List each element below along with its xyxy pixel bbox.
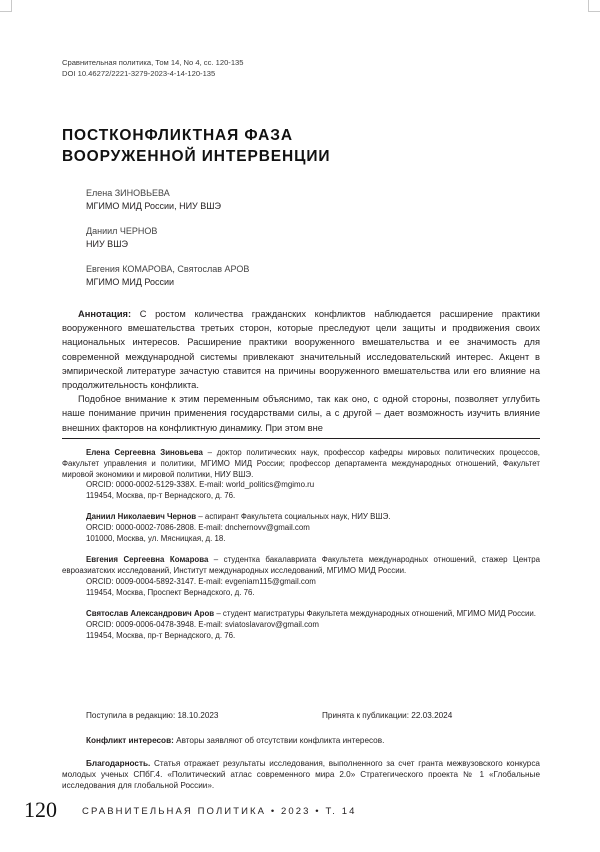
abstract-text-1: С ростом количества гражданских конфликтов наблюдается расширение практики вооруженного вмешательства третьих сторон, которые преследуют цели защиты и продвижения своих национальных интересов. Расширение практики вооруженного вмешательства и ее значимость для современной международной системы привлекают значительный исследовательский интерес. Акцент в эмпирической литературе зачастую ставится на причины вооруженного вмешательства или его влияние на продолжительность конфликта. bbox=[62, 309, 540, 391]
bio-address: 119454, Москва, Проспект Вернадского, д. 76. bbox=[86, 587, 255, 597]
ack-text: Статья отражает результаты исследования, выполненного за счет гранта межвузовского конкурса молодых ученых СПбГ.4. «Политический атлас современного мира 2.0» Стратегического проекта № 1 «Глобальные исследования для глобальной России». bbox=[62, 759, 540, 791]
author-bio bbox=[62, 555, 540, 598]
conflict-of-interest bbox=[86, 736, 384, 745]
acknowledgement bbox=[62, 758, 540, 792]
conflict-label: Конфликт интересов: bbox=[86, 736, 174, 745]
abstract-paragraph-1 bbox=[62, 307, 540, 392]
citation: Сравнительная политика, Том 14, No 4, сс. 120-135 bbox=[62, 58, 244, 67]
title-line-2: ВООРУЖЕННОЙ ИНТЕРВЕНЦИИ bbox=[62, 148, 331, 165]
author-name: Елена ЗИНОВЬЕВА bbox=[86, 188, 170, 198]
bio-name: Евгения Сергеевна Комарова bbox=[86, 555, 209, 565]
crop-mark-top-left bbox=[0, 0, 12, 12]
article-title bbox=[62, 125, 330, 167]
bio-name: Елена Сергеевна Зиновьева bbox=[86, 448, 203, 457]
author-bio bbox=[62, 609, 540, 641]
journal-running-title: СРАВНИТЕЛЬНАЯ ПОЛИТИКА • 2023 • Т. 14 bbox=[82, 806, 357, 817]
bio-text: – студентка бакалавриата Факультета международных отношений, стажер Центра евроазиатских исследований, Институт международных исследований, МГИМО МИД России. bbox=[62, 555, 540, 576]
bio-orcid: ORCID: 0009-0004-5892-3147. E-mail: evgeniam115@gmail.com bbox=[86, 576, 316, 586]
bio-address: 119454, Москва, пр-т Вернадского, д. 76. bbox=[86, 630, 236, 640]
bio-address: 101000, Москва, ул. Мясницкая, д. 18. bbox=[86, 534, 226, 544]
author-item bbox=[86, 263, 249, 289]
bio-text: – доктор политических наук, профессор кафедры мировых политических процессов, Факультет управления и политики, МГИМО МИД России; профессор департамента международных отношений, Факультет мировой экономики и мировой политики, НИУ ВШЭ. bbox=[62, 448, 540, 479]
bio-description bbox=[62, 609, 540, 620]
bio-description bbox=[62, 555, 540, 577]
submission-dates bbox=[86, 711, 453, 720]
author-item bbox=[86, 187, 249, 213]
bio-description bbox=[62, 448, 540, 480]
bio-text: – аспирант Факультета социальных наук, НИУ ВШЭ. bbox=[196, 512, 391, 522]
crop-mark-top-right bbox=[588, 0, 600, 12]
bio-name: Святослав Александрович Аров bbox=[86, 609, 215, 619]
bio-address: 119454, Москва, пр-т Вернадского, д. 76. bbox=[86, 491, 236, 501]
ack-label: Благодарность. bbox=[86, 759, 151, 768]
author-item bbox=[86, 225, 249, 251]
bio-description bbox=[62, 512, 540, 523]
abstract-paragraph-2: Подобное внимание к этим переменным объяснимо, так как оно, с одной стороны, позволяет углубить наше понимание причин применения государствами силы, а с другой – дает возможность изучить влияние внешних факторов на конфликтную динамику. При этом вне bbox=[62, 394, 540, 433]
author-bio bbox=[62, 512, 540, 544]
accepted-date: Принята к публикации: 22.03.2024 bbox=[322, 711, 453, 720]
title-line-1: ПОСТКОНФЛИКТНАЯ ФАЗА bbox=[62, 127, 293, 144]
bio-orcid: ORCID: 0000-0002-5129-338X. E-mail: world_politics@mgimo.ru bbox=[86, 480, 315, 490]
abstract-label: Аннотация: bbox=[78, 309, 132, 319]
author-list bbox=[86, 187, 249, 301]
bio-text: – студент магистратуры Факультета международных отношений, МГИМО МИД России. bbox=[214, 609, 536, 619]
bio-orcid: ORCID: 0000-0002-7086-2808. E-mail: dnchernovv@gmail.com bbox=[86, 523, 310, 533]
bio-orcid: ORCID: 0009-0006-0478-3948. E-mail: sviatoslavarov@gmail.com bbox=[86, 619, 319, 629]
abstract bbox=[62, 307, 540, 435]
author-name: Даниил ЧЕРНОВ bbox=[86, 226, 158, 236]
page-number: 120 bbox=[24, 797, 57, 822]
bio-name: Даниил Николаевич Чернов bbox=[86, 512, 197, 522]
doi: DOI 10.46272/2221-3279-2023-4-14-120-135 bbox=[62, 69, 216, 78]
page-footer bbox=[24, 797, 584, 823]
author-affiliation: МГИМО МИД России bbox=[86, 277, 175, 287]
article-meta bbox=[62, 57, 244, 79]
author-affiliation: НИУ ВШЭ bbox=[86, 239, 128, 249]
author-bios bbox=[62, 448, 540, 652]
author-name: Евгения КОМАРОВА, Святослав АРОВ bbox=[86, 264, 250, 274]
conflict-text: Авторы заявляют об отсутствии конфликта интересов. bbox=[173, 736, 385, 745]
author-affiliation: МГИМО МИД России, НИУ ВШЭ bbox=[86, 201, 221, 211]
received-date: Поступила в редакцию: 18.10.2023 bbox=[86, 711, 219, 720]
footnote-divider bbox=[62, 438, 540, 439]
author-bio bbox=[62, 448, 540, 502]
